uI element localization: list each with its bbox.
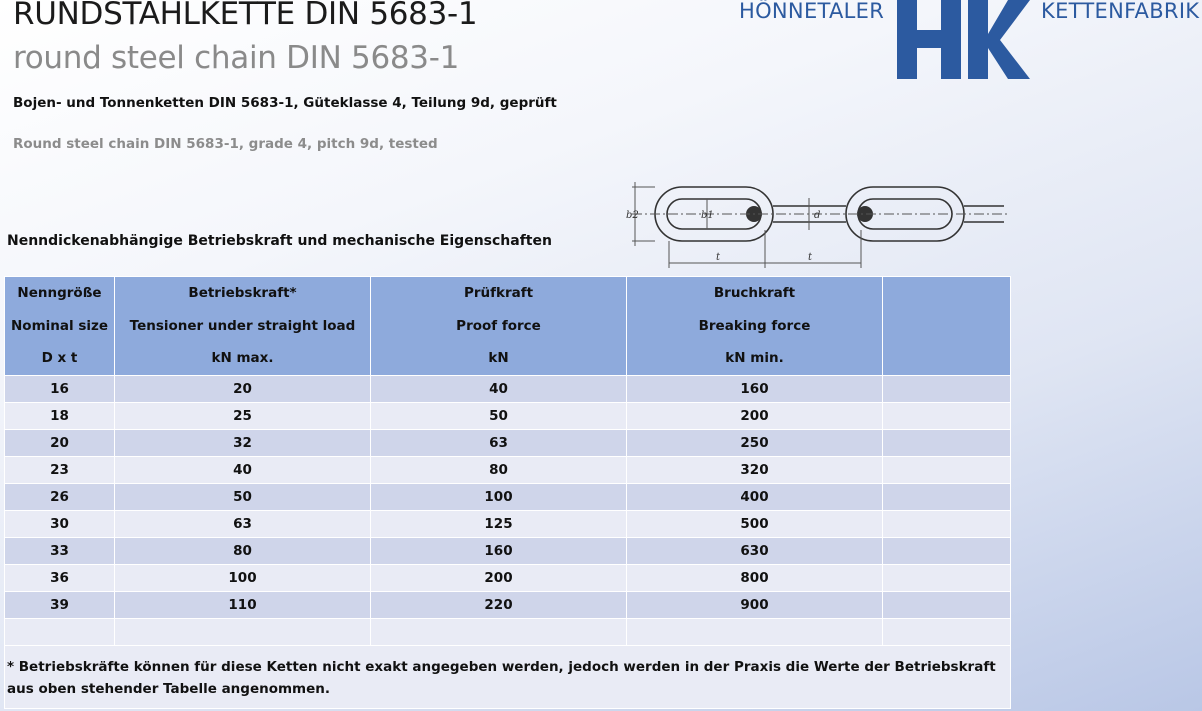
header-line: Prüfkraft (463, 285, 534, 301)
cell-breaking-force: 160 (627, 375, 883, 402)
table-row (5, 537, 1011, 564)
section-title: Nenndickenabhängige Betriebskraft und mechanische Eigenschaften (7, 233, 552, 249)
table-row (5, 618, 1011, 645)
header-line: Bruchkraft (713, 285, 796, 301)
cell-nominal-size: 36 (5, 564, 115, 591)
header-line: Tensioner under straight load (129, 317, 356, 334)
header-line: Nominal size (11, 317, 108, 334)
cell-proof-force: 40 (371, 375, 627, 402)
cell-nominal-size: 18 (5, 402, 115, 429)
cell-breaking-force (627, 618, 883, 645)
cell-empty (883, 618, 1011, 645)
cell-breaking-force: 800 (627, 564, 883, 591)
header-line: kN (488, 350, 509, 366)
header-proof-force (371, 277, 627, 376)
subtitle-english: Round steel chain DIN 5683-1, grade 4, pitch 9d, tested (13, 136, 438, 152)
cell-empty (883, 375, 1011, 402)
cell-nominal-size: 26 (5, 483, 115, 510)
cell-empty (883, 402, 1011, 429)
cell-empty (883, 456, 1011, 483)
label-t2: t (808, 252, 813, 263)
cell-breaking-force: 400 (627, 483, 883, 510)
table-header-row (5, 277, 1011, 376)
cell-working-load: 50 (115, 483, 371, 510)
cell-nominal-size: 16 (5, 375, 115, 402)
cell-working-load: 32 (115, 429, 371, 456)
header-line: kN max. (211, 350, 274, 366)
footnote: * Betriebskräfte können für diese Ketten nicht exakt angegeben werden, jedoch werden in der Praxis die Werte der Betriebskraft aus oben stehender Tabelle angenommen. (5, 645, 1011, 708)
table-row (5, 510, 1011, 537)
cell-working-load: 25 (115, 402, 371, 429)
cell-empty (883, 564, 1011, 591)
header-empty (883, 277, 1011, 376)
page-title: RUNDSTAHLKETTE DIN 5683-1 (13, 0, 478, 32)
cell-empty (883, 537, 1011, 564)
cell-proof-force: 80 (371, 456, 627, 483)
table-row (5, 375, 1011, 402)
subtitle-german: Bojen- und Tonnenketten DIN 5683-1, Güteklasse 4, Teilung 9d, geprüft (13, 95, 557, 111)
chain-properties-table (4, 276, 1011, 709)
cell-proof-force: 50 (371, 402, 627, 429)
cell-nominal-size: 33 (5, 537, 115, 564)
table-footnote-row (5, 645, 1011, 708)
cell-empty (883, 483, 1011, 510)
header-line: Betriebskraft* (188, 285, 297, 301)
cell-nominal-size: 39 (5, 591, 115, 618)
company-logo (738, 0, 1202, 82)
header-line: D x t (41, 350, 78, 366)
cell-nominal-size: 20 (5, 429, 115, 456)
cell-proof-force: 160 (371, 537, 627, 564)
table-row (5, 402, 1011, 429)
cell-breaking-force: 630 (627, 537, 883, 564)
cell-nominal-size (5, 618, 115, 645)
cell-empty (883, 510, 1011, 537)
label-b1: b1 (701, 210, 714, 221)
label-b2: b2 (626, 210, 639, 221)
header-breaking-force (627, 277, 883, 376)
cell-proof-force: 125 (371, 510, 627, 537)
cell-proof-force (371, 618, 627, 645)
header-line: Nenngröße (17, 285, 102, 301)
hk-logo-mark-icon (897, 0, 1031, 80)
cell-proof-force: 63 (371, 429, 627, 456)
cell-proof-force: 200 (371, 564, 627, 591)
label-d: d (814, 210, 821, 221)
cell-breaking-force: 250 (627, 429, 883, 456)
cell-breaking-force: 900 (627, 591, 883, 618)
header-nominal-size (5, 277, 115, 376)
header-line: Proof force (456, 317, 541, 334)
cell-empty (883, 591, 1011, 618)
cell-proof-force: 100 (371, 483, 627, 510)
cell-empty (883, 429, 1011, 456)
cell-nominal-size: 23 (5, 456, 115, 483)
chain-link-diagram (612, 160, 1012, 270)
header-working-load (115, 277, 371, 376)
cell-breaking-force: 200 (627, 402, 883, 429)
cell-working-load: 100 (115, 564, 371, 591)
cell-working-load: 110 (115, 591, 371, 618)
table-row (5, 429, 1011, 456)
header-line: kN min. (725, 350, 784, 366)
cell-working-load: 63 (115, 510, 371, 537)
cell-breaking-force: 500 (627, 510, 883, 537)
table-row (5, 564, 1011, 591)
page-title-english: round steel chain DIN 5683-1 (13, 40, 460, 76)
header-line: Breaking force (698, 317, 811, 334)
table-row (5, 591, 1011, 618)
cell-working-load: 40 (115, 456, 371, 483)
logo-right-text: KETTENFABRIK (1041, 0, 1200, 23)
cell-working-load: 80 (115, 537, 371, 564)
logo-left-text: HÖNNETALER (739, 0, 885, 23)
table-row (5, 456, 1011, 483)
cell-proof-force: 220 (371, 591, 627, 618)
cell-nominal-size: 30 (5, 510, 115, 537)
cell-working-load: 20 (115, 375, 371, 402)
cell-breaking-force: 320 (627, 456, 883, 483)
cell-working-load (115, 618, 371, 645)
label-t1: t (716, 252, 721, 263)
table-row (5, 483, 1011, 510)
